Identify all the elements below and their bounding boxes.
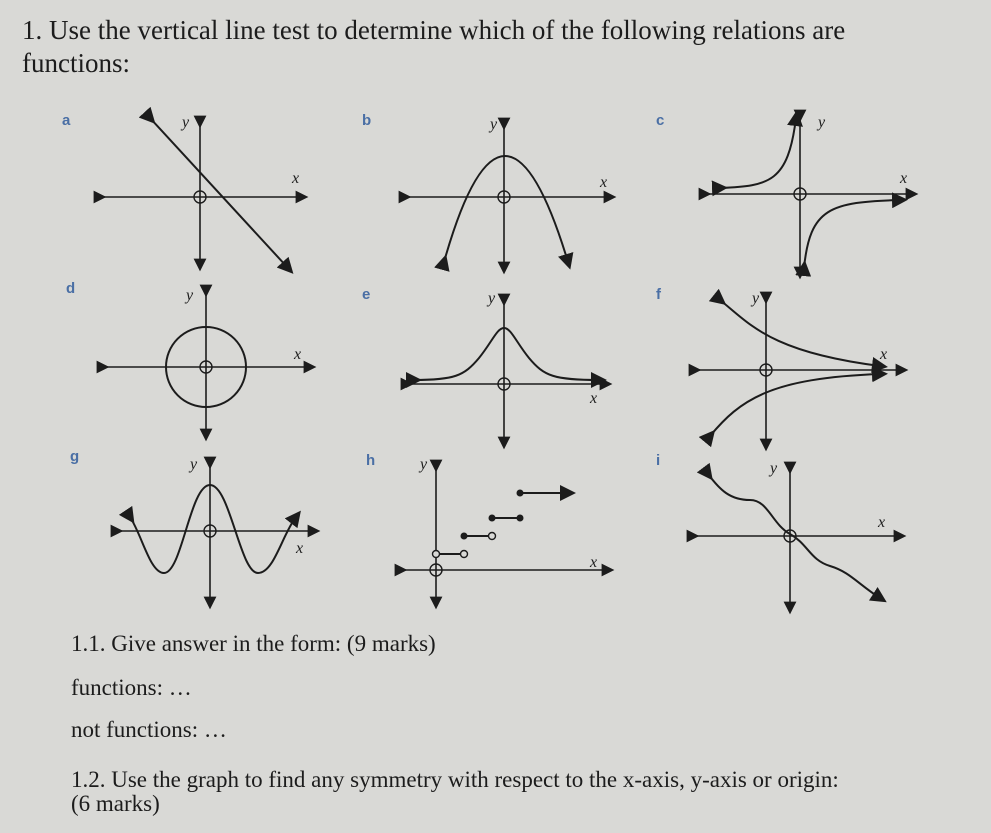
graph-c-x-label: x xyxy=(900,170,908,187)
graph-a-y-label: y xyxy=(182,114,190,131)
graph-g-plot xyxy=(112,455,317,605)
graph-d-letter: d xyxy=(66,280,76,297)
graph-e-plot xyxy=(404,288,609,448)
graph-i-y-label: y xyxy=(770,460,778,477)
graph-h-x-label: x xyxy=(590,554,598,571)
graph-i-x-label: x xyxy=(878,514,886,531)
graph-d-x-label: x xyxy=(294,346,302,363)
functions-line: functions: … xyxy=(71,675,192,700)
graph-a-x-label: x xyxy=(292,170,300,187)
graph-h-y-label: y xyxy=(420,456,428,473)
graph-f-y-label: y xyxy=(752,290,760,307)
graph-e-x-label: x xyxy=(590,390,598,407)
graph-i-plot xyxy=(690,460,905,610)
graph-b-y-label: y xyxy=(490,116,498,133)
graph-e-letter: e xyxy=(362,286,371,303)
graph-f-x-label: x xyxy=(880,346,888,363)
graph-a-letter: a xyxy=(62,112,71,129)
graph-d-plot xyxy=(98,285,313,440)
graph-g-x-label: x xyxy=(296,540,304,557)
graph-b-letter: b xyxy=(362,112,372,129)
graph-g-y-label: y xyxy=(190,456,198,473)
subquestion-1-1: 1.1. Give answer in the form: (9 marks) xyxy=(71,631,436,656)
graph-d-y-label: y xyxy=(186,287,194,304)
graph-a-plot xyxy=(90,110,310,275)
graph-e-y-label: y xyxy=(488,290,496,307)
not-functions-line: not functions: … xyxy=(71,717,227,742)
graph-c-plot xyxy=(700,108,915,278)
graph-c-y-label: y xyxy=(818,114,826,131)
graph-c-letter: c xyxy=(656,112,665,129)
graph-h-letter: h xyxy=(366,452,376,469)
graph-f-letter: f xyxy=(656,286,661,303)
question-title: 1. Use the vertical line test to determine which of the following relations are functions: xyxy=(22,15,846,78)
graph-b-x-label: x xyxy=(600,174,608,191)
subquestion-1-2-marks: (6 marks) xyxy=(71,791,160,816)
graph-g-letter: g xyxy=(70,448,80,465)
graph-h-plot xyxy=(398,458,613,608)
graph-f-plot xyxy=(690,290,905,450)
subquestion-1-2: 1.2. Use the graph to find any symmetry with respect to the x-axis, y-axis or origin: xyxy=(71,767,839,792)
graph-i-letter: i xyxy=(656,452,661,469)
graph-b-plot xyxy=(400,110,615,275)
